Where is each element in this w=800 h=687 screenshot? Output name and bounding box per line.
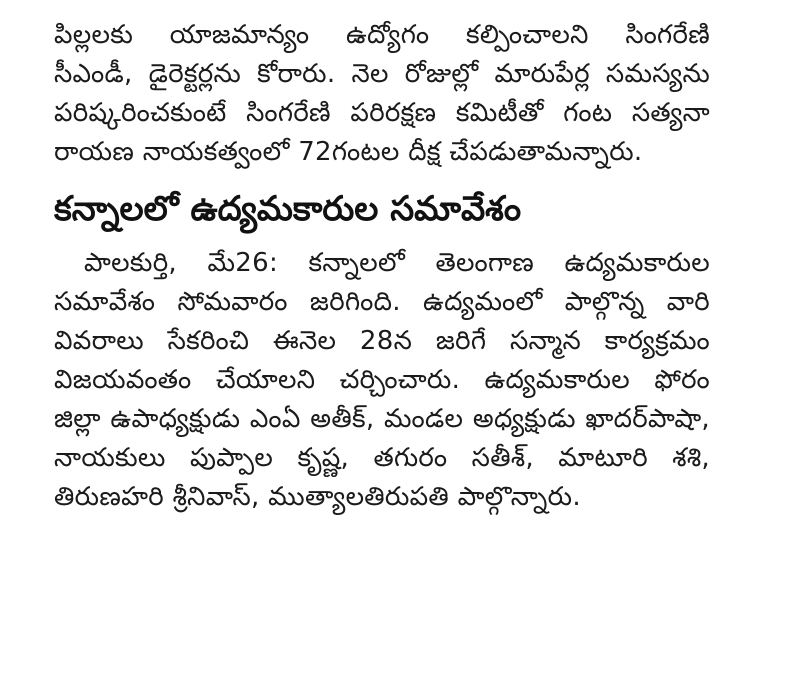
article-body [54,244,710,517]
body-line: రాయణ నాయకత్వంలో 72గంటల దీక్ష చేపడుతామన్నారు. [54,137,643,167]
cropped-text-line [54,0,710,16]
body-line: సమావేశం సోమవారం జరిగింది. ఉద్యమంలో పాల్గొన్న వారి [54,287,710,317]
previous-article-tail [54,16,710,172]
body-line: జిల్లా ఉపాధ్యక్షుడు ఎంఏ అతీక్, మండల అధ్యక్షుడు ఖాదర్‌పాషా, [54,404,710,434]
body-line: నాయకులు పుప్పాల కృష్ణ, తగురం సతీశ్, మాటూరి శశి, [54,443,710,473]
body-line: పరిష్కరించకుంటే సింగరేణి పరిరక్షణ కమిటీతో గంట సత్యనా [54,98,710,128]
body-line: పాలకుర్తి, మే26: కన్నాలలో తెలంగాణ ఉద్యమకారుల [84,248,710,278]
body-line: వివరాలు సేకరించి ఈనెల 28న జరిగే సన్మాన కార్యక్రమం [54,326,710,356]
article-headline: కన్నాలలో ఉద్యమకారుల సమావేశం [54,189,522,229]
body-line: పిల్లలకు యాజమాన్యం ఉద్యోగం కల్పించాలని సింగరేణి [54,20,710,50]
body-line: తిరుణహరి శ్రీనివాస్, ముత్యాలతిరుపతి పాల్గొన్నారు. [54,482,581,512]
body-line: సీఎండీ, డైరెక్టర్లను కోరారు. నెల రోజుల్లో మారుపేర్ల సమస్యను [54,59,710,89]
body-line: విజయవంతం చేయాలని చర్చించారు. ఉద్యమకారుల ఫోరం [54,365,710,395]
article-column [54,0,710,517]
